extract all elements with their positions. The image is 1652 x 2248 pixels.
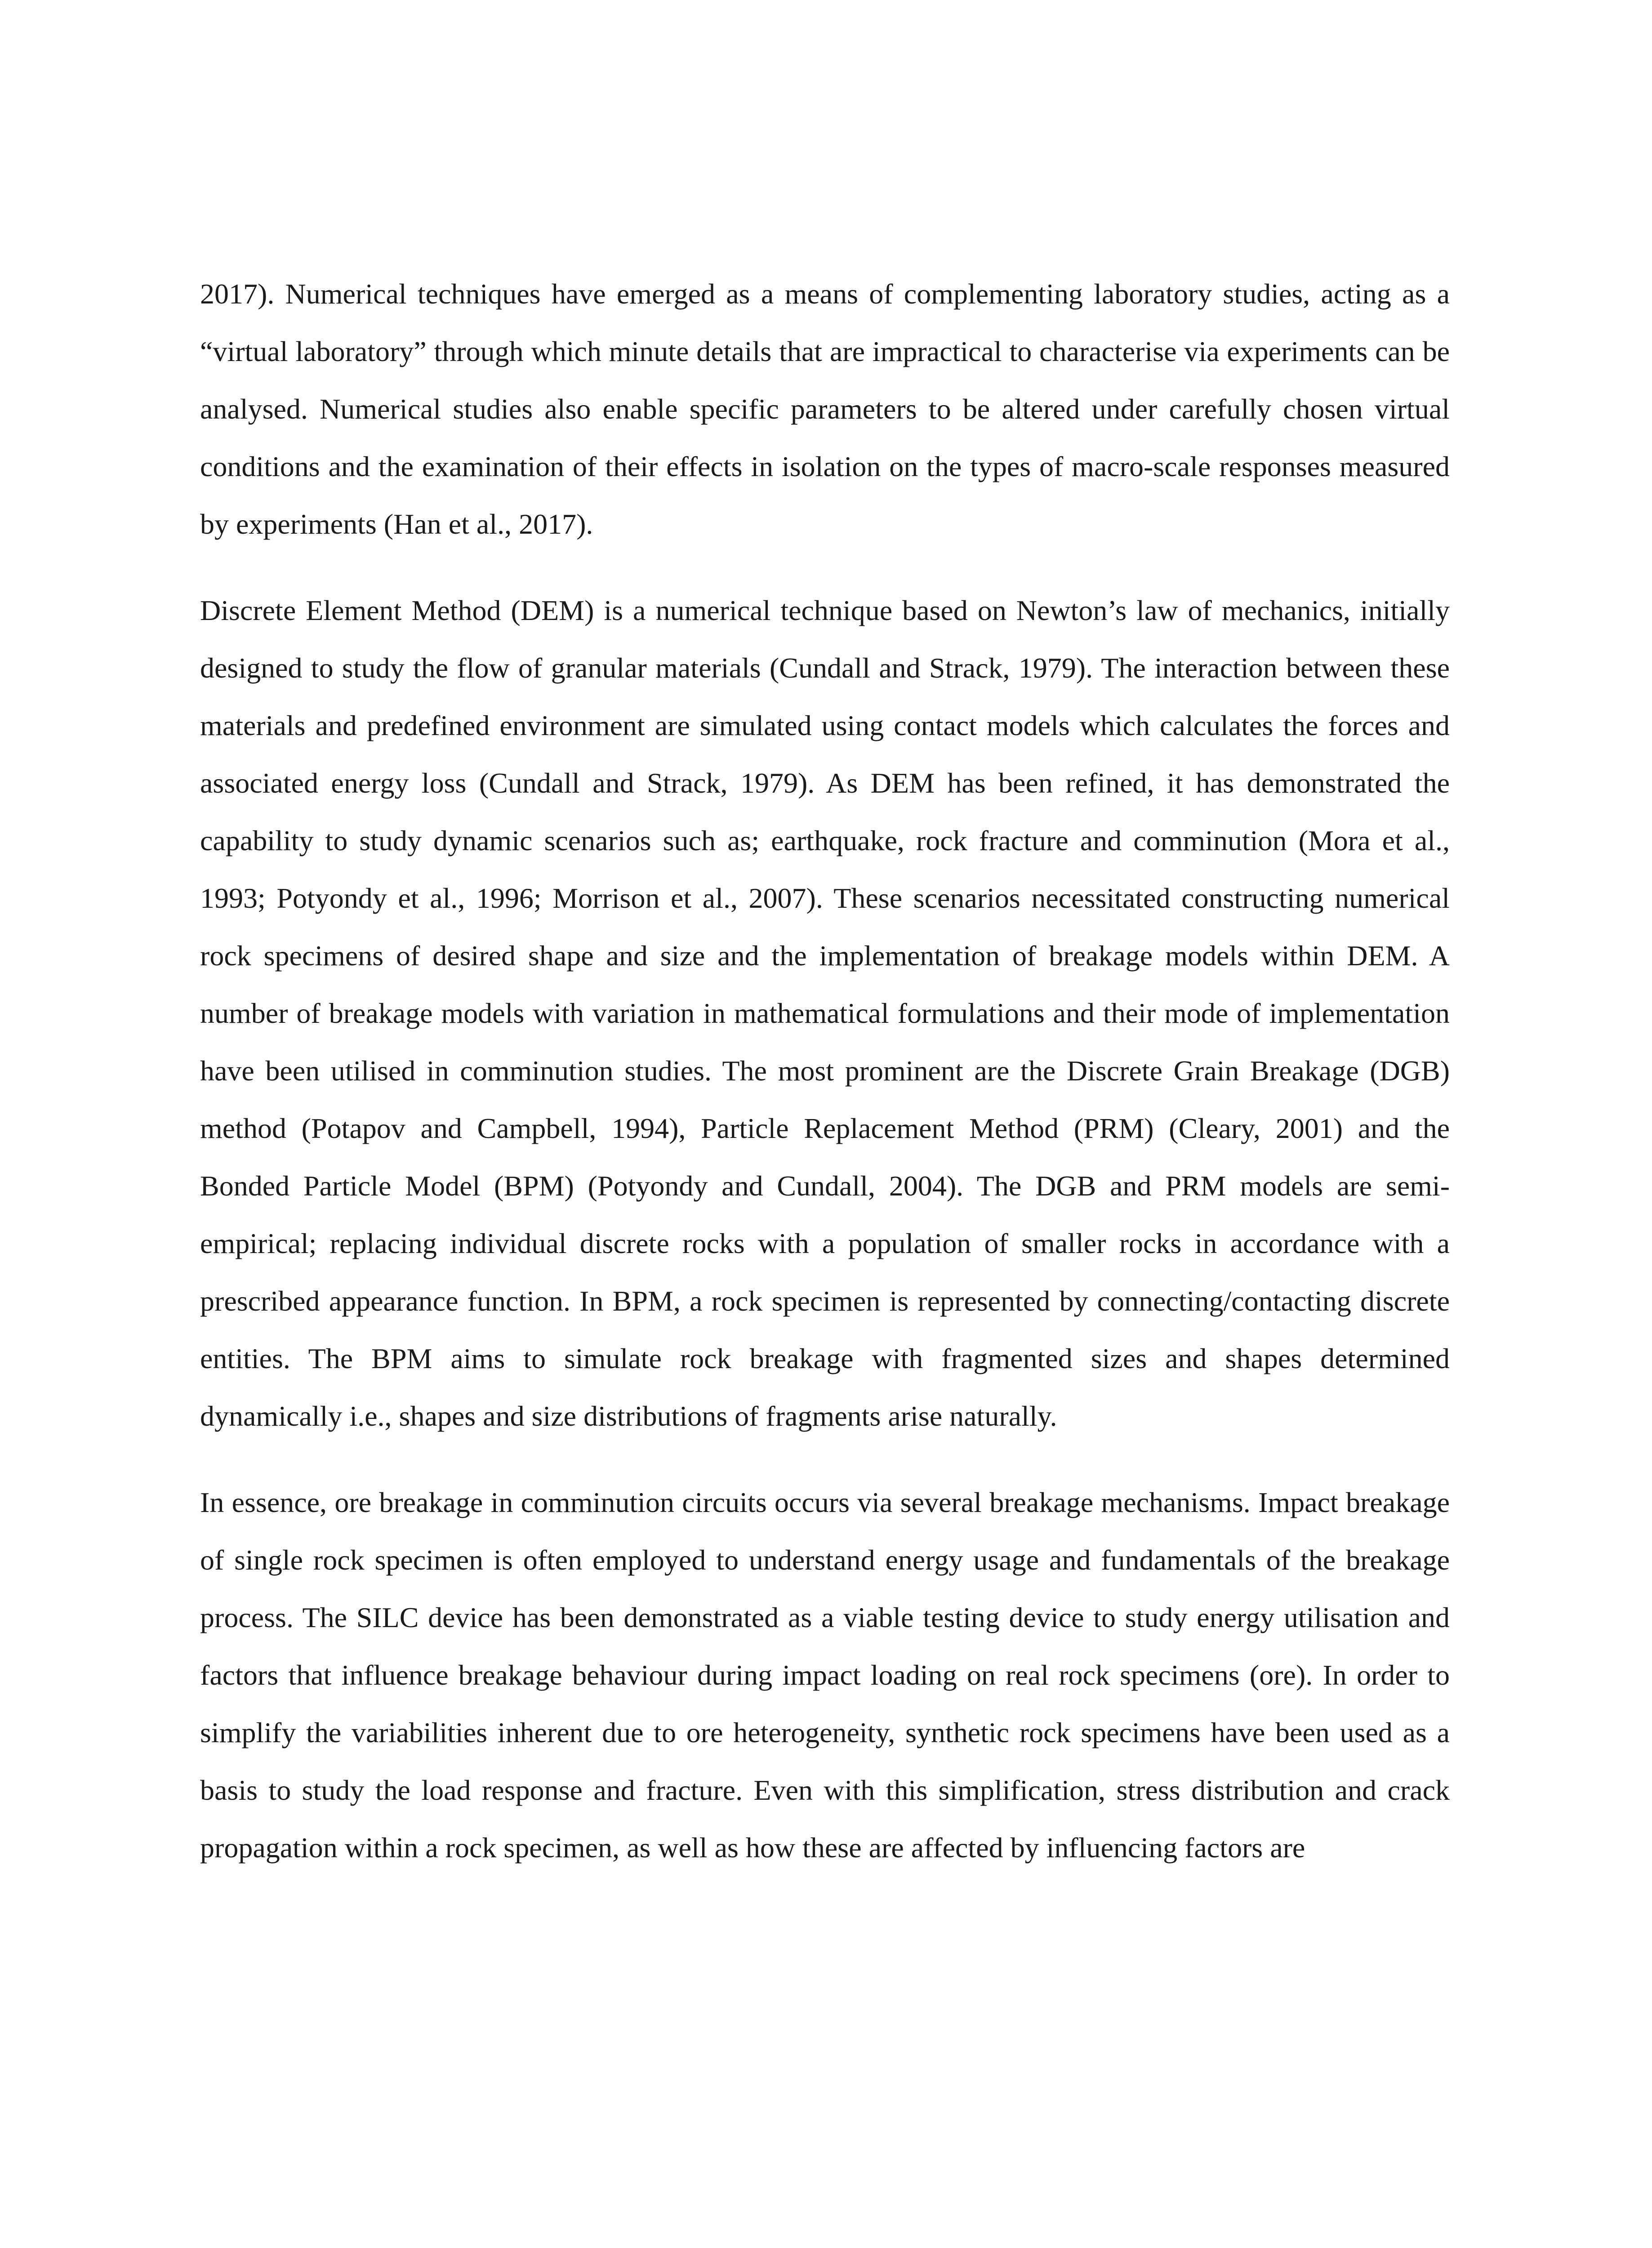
body-text [200, 265, 1450, 1905]
paragraph-ore-breakage: In essence, ore breakage in comminution circuits occurs via several breakage mechanisms. Impact breakage of single rock specimen is often employed to understand energy usage and fundamentals of the breakage process. The SILC device has been demonstrated as a viable testing device to study energy utilisation and factors that influence breakage behaviour during impact loading on real rock specimens (ore). In order to simplify the variabilities inherent due to ore heterogeneity, synthetic rock specimens have been used as a basis to study the load response and fracture. Even with this simplification, stress distribution and crack propagation within a rock specimen, as well as how these are affected by influencing factors are [200, 1486, 1450, 1864]
paragraph-discrete-element-method: Discrete Element Method (DEM) is a numerical technique based on Newton’s law of mechanics, initially designed to study the flow of granular materials (Cundall and Strack, 1979). The interaction between these materials and predefined environment are simulated using contact models which calculates the forces and associated energy loss (Cundall and Strack, 1979). As DEM has been refined, it has demonstrated the capability to study dynamic scenarios such as; earthquake, rock fracture and comminution (Mora et al., 1993; Potyondy et al., 1996; Morrison et al., 2007). These scenarios necessitated constructing numerical rock specimens of desired shape and size and the implementation of breakage models within DEM. A number of breakage models with variation in mathematical formulations and their mode of implementation have been utilised in comminution studies. The most prominent are the Discrete Grain Breakage (DGB) method (Potapov and Campbell, 1994), Particle Replacement Method (PRM) (Cleary, 2001) and the Bonded Particle Model (BPM) (Potyondy and Cundall, 2004). The DGB and PRM models are semi-empirical; replacing individual discrete rocks with a population of smaller rocks in accordance with a prescribed appearance function. In BPM, a rock specimen is represented by connecting/contacting discrete entities. The BPM aims to simulate rock breakage with fragmented sizes and shapes determined dynamically i.e., shapes and size distributions of fragments arise naturally. [200, 594, 1450, 1432]
paragraph-numerical-techniques: 2017). Numerical techniques have emerged as a means of complementing laboratory studies, acting as a “virtual laboratory” through which minute details that are impractical to characterise via experiments can be analysed. Numerical studies also enable specific parameters to be altered under carefully chosen virtual conditions and the examination of their effects in isolation on the types of macro-scale responses measured by experiments (Han et al., 2017). [200, 278, 1450, 540]
